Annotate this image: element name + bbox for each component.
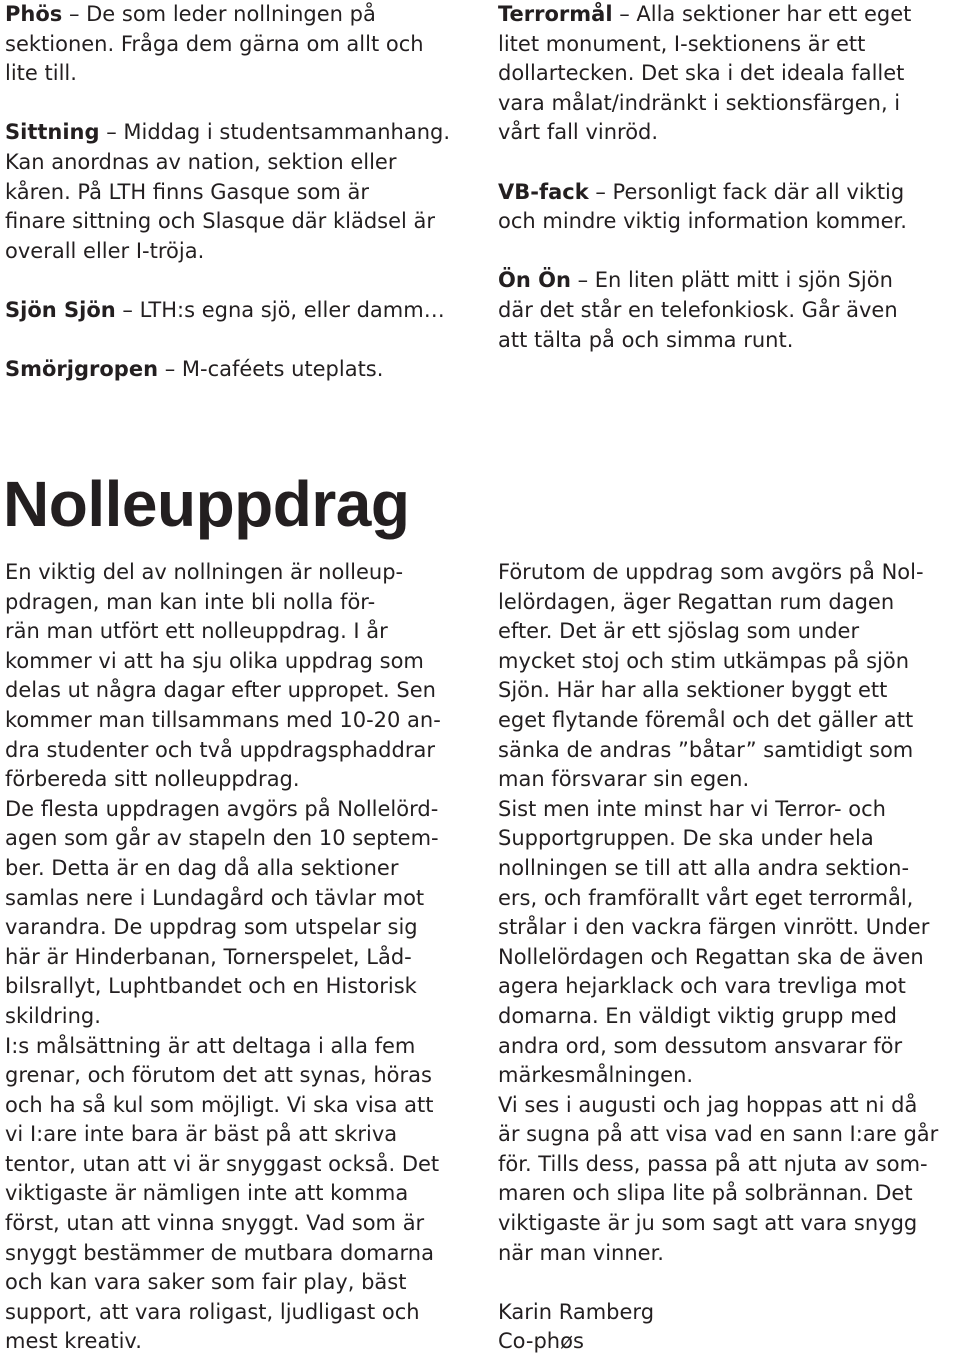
- glossary-definition: sektionen. Fråga dem gärna om allt och: [5, 31, 424, 56]
- article-line: när man vinner.: [498, 1240, 664, 1265]
- glossary-line: [498, 266, 911, 296]
- article-line: agera hejarklack och vara trevliga mot: [498, 974, 906, 999]
- article-line: bilsrallyt, Luphtbandet och en Historisk: [5, 974, 417, 999]
- article-line: varandra. De uppdrag som utspelar sig: [5, 915, 418, 940]
- glossary-entry: [498, 178, 911, 237]
- glossary-term: Ön Ön: [498, 268, 571, 293]
- glossary-definition: att tälta på och simma runt.: [498, 327, 794, 352]
- article-line: agen som går av stapeln den 10 septem-: [5, 826, 439, 851]
- article-line: ber. Detta är en dag då alla sektioner: [5, 855, 399, 880]
- article-line: först, utan att vinna snyggt. Vad som är: [5, 1211, 425, 1236]
- signature-name: Karin Ramberg: [498, 1299, 655, 1324]
- signature-title: Co-phøs: [498, 1329, 584, 1354]
- glossary-definition: litet monument, I-sektionens är ett: [498, 31, 866, 56]
- article-line: pdragen, man kan inte bli nolla för-: [5, 589, 376, 614]
- glossary-line: [498, 296, 911, 326]
- glossary-term: Phös: [5, 2, 63, 26]
- glossary-definition: finare sittning och Slasque där klädsel är: [5, 209, 436, 234]
- glossary-term: Terrormål: [498, 2, 613, 26]
- article-paragraph: [498, 558, 938, 795]
- article-line: Vi ses i augusti och jag hoppas att ni då: [498, 1092, 918, 1117]
- glossary-definition: – En liten plätt mitt i sjön Sjön: [570, 268, 893, 293]
- glossary-entry: [5, 296, 450, 326]
- glossary-line: [5, 148, 450, 178]
- article-line: kommer man tillsammans med 10-20 an-: [5, 707, 441, 732]
- glossary-entry: [498, 266, 911, 355]
- glossary-definition: där det står en telefonkiosk. Går även: [498, 297, 898, 322]
- glossary-line: [5, 59, 450, 89]
- article-line: och ha så kul som möjligt. Vi ska visa att: [5, 1092, 434, 1117]
- article-line: I:s målsättning är att deltaga i alla fem: [5, 1033, 416, 1058]
- article-line: Sjön. Här har alla sektioner byggt ett: [498, 678, 888, 703]
- article-paragraph: [498, 795, 938, 1091]
- article-left-column: [5, 558, 441, 1357]
- glossary-definition: lite till.: [5, 61, 77, 86]
- article-line: support, att vara roligast, ljudligast och: [5, 1299, 420, 1324]
- article-paragraph: [5, 1032, 441, 1358]
- article-line: mest kreativ.: [5, 1329, 142, 1354]
- glossary-definition: dollartecken. Det ska i det ideala fallet: [498, 61, 905, 86]
- glossary-line: [498, 30, 911, 60]
- glossary-definition: – Middag i studentsammanhang.: [99, 120, 451, 145]
- article-line: och kan vara saker som fair play, bäst: [5, 1270, 407, 1295]
- article-line: viktigaste är nämligen inte att komma: [5, 1181, 409, 1206]
- article-line: snyggt bestämmer de mutbara domarna: [5, 1240, 434, 1265]
- glossary-line: [5, 207, 450, 237]
- article-line: maren och slipa lite på solbrännan. Det: [498, 1181, 913, 1206]
- article-line: efter. Det är ett sjöslag som under: [498, 619, 860, 644]
- article-line: viktigaste är ju som sagt att vara snygg: [498, 1211, 918, 1236]
- article-line: förbereda sitt nolleuppdrag.: [5, 767, 300, 792]
- article-line: vi I:are inte bara är bäst på att skriva: [5, 1122, 398, 1147]
- glossary-entry: [5, 355, 450, 385]
- glossary-left-column: [5, 0, 450, 385]
- article-right-column: [498, 558, 938, 1357]
- glossary-definition: – Alla sektioner har ett eget: [612, 2, 912, 26]
- glossary-definition: – M-caféets uteplats.: [158, 357, 384, 382]
- glossary-line: [498, 326, 911, 356]
- article-line: ers, och framförallt vårt eget terrormål,: [498, 885, 914, 910]
- glossary-term: VB-fack: [498, 179, 589, 204]
- glossary-definition: – LTH:s egna sjö, eller damm…: [115, 297, 445, 322]
- article-line: för. Tills dess, passa på att njuta av som-: [498, 1151, 928, 1176]
- article-line: grenar, och förutom det att synas, höras: [5, 1063, 432, 1088]
- glossary-line: [5, 178, 450, 208]
- article-line: man försvarar sin egen.: [498, 767, 750, 792]
- glossary-definition: Kan anordnas av nation, sektion eller: [5, 149, 397, 174]
- article-line: skildring.: [5, 1003, 101, 1028]
- glossary-definition: vårt fall vinröd.: [498, 120, 659, 145]
- article-line: strålar i den vackra färgen vinrött. Under: [498, 915, 930, 940]
- glossary-definition: overall eller I-tröja.: [5, 238, 205, 263]
- article-line: En viktig del av nollningen är nolleup-: [5, 560, 404, 584]
- article-line: andra ord, som dessutom ansvarar för: [498, 1033, 903, 1058]
- glossary-line: [498, 118, 911, 148]
- article-line: sänka de andras ”båtar” samtidigt som: [498, 737, 914, 762]
- article-line: Förutom de uppdrag som avgörs på Nol-: [498, 560, 924, 584]
- article-line: domarna. En väldigt viktig grupp med: [498, 1003, 897, 1028]
- glossary-line: [498, 0, 911, 30]
- glossary-definition: – De som leder nollningen på: [62, 2, 376, 26]
- article-line: är sugna på att visa vad en sann I:are går: [498, 1122, 939, 1147]
- glossary-definition: och mindre viktig information kommer.: [498, 209, 907, 234]
- article-line: nollningen se till att alla andra sektion-: [498, 855, 910, 880]
- glossary-term: Smörjgropen: [5, 357, 159, 382]
- article-line: dra studenter och två uppdragsphaddrar: [5, 737, 435, 762]
- article-paragraph: [498, 1091, 938, 1269]
- glossary-entry: [5, 0, 450, 89]
- signature: [498, 1298, 938, 1357]
- article-line: tentor, utan att vi är snyggast också. Det: [5, 1151, 440, 1176]
- glossary-line: [498, 178, 911, 208]
- article-paragraph: [5, 795, 441, 1032]
- article-line: samlas nere i Lundagård och tävlar mot: [5, 885, 425, 910]
- glossary-definition: kåren. På LTH finns Gasque som är: [5, 179, 369, 204]
- glossary-line: [498, 59, 911, 89]
- article-line: mycket stoj och stim utkämpas på sjön: [498, 648, 910, 673]
- article-line: kommer vi att ha sju olika uppdrag som: [5, 648, 424, 673]
- article-line: här är Hinderbanan, Tornerspelet, Låd-: [5, 944, 412, 969]
- article-line: De flesta uppdragen avgörs på Nollelörd-: [5, 796, 439, 821]
- glossary-definition: – Personligt fack där all viktig: [588, 179, 905, 204]
- glossary-right-column: [498, 0, 911, 355]
- glossary-line: [5, 0, 450, 30]
- glossary-line: [5, 30, 450, 60]
- article-line: Sist men inte minst har vi Terror- och: [498, 796, 886, 821]
- glossary-line: [498, 89, 911, 119]
- glossary-term: Sittning: [5, 120, 100, 145]
- article-line: rän man utfört ett nolleuppdrag. I år: [5, 619, 388, 644]
- article-line: märkesmålningen.: [498, 1063, 694, 1088]
- glossary-entry: [498, 0, 911, 148]
- article-line: Supportgruppen. De ska under hela: [498, 826, 874, 851]
- glossary-line: [5, 355, 450, 385]
- glossary-line: [5, 296, 450, 326]
- glossary-line: [5, 118, 450, 148]
- glossary-entry: [5, 118, 450, 266]
- article-line: eget flytande föremål och det gäller att: [498, 707, 914, 732]
- glossary-definition: vara målat/indränkt i sektionsfärgen, i: [498, 90, 901, 115]
- glossary-line: [498, 207, 911, 237]
- section-heading: Nolleuppdrag: [3, 468, 410, 540]
- article-paragraph: [5, 558, 441, 795]
- glossary-term: Sjön Sjön: [5, 297, 116, 322]
- glossary-line: [5, 237, 450, 267]
- article-line: lelördagen, äger Regattan rum dagen: [498, 589, 895, 614]
- article-line: delas ut några dagar efter uppropet. Sen: [5, 678, 436, 703]
- article-line: Nollelördagen och Regattan ska de även: [498, 944, 924, 969]
